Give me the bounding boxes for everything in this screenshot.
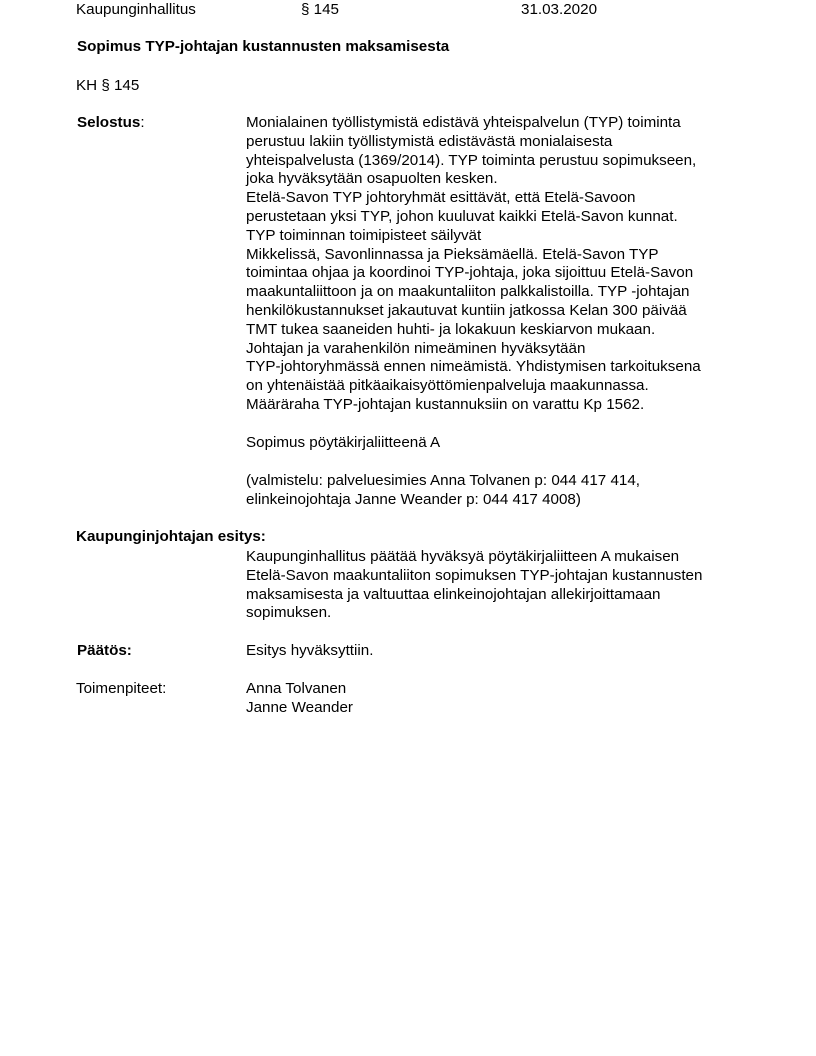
preparation-line: (valmistelu: palveluesimies Anna Tolvanen p: 044 417 414, bbox=[246, 472, 640, 489]
proposal-line: maksamisesta ja valtuuttaa elinkeinojohtajan allekirjoittamaan bbox=[246, 585, 661, 603]
selostus-line: TMT tukea saaneiden huhti- ja lokakuun keskiarvon mukaan. bbox=[246, 320, 656, 338]
attachment-note: Sopimus pöytäkirjaliitteenä A bbox=[246, 434, 441, 451]
decision-label: Päätös: bbox=[77, 642, 132, 659]
selostus-line: perustuu lakiin työllistymistä edistävästä monialaisesta bbox=[246, 132, 613, 150]
selostus-line: Monialainen työllistymistä edistävä yhteispalvelun (TYP) toiminta bbox=[246, 114, 681, 131]
selostus-label-colon: : bbox=[140, 114, 145, 131]
selostus-body bbox=[246, 114, 746, 415]
selostus-line: Mikkelissä, Savonlinnassa ja Pieksämäellä. Etelä-Savon TYP bbox=[246, 245, 659, 263]
selostus-line: on yhtenäistää pitkäaikaisyöttömienpalveluja maakunnassa. bbox=[246, 377, 649, 395]
kh-reference: KH § 145 bbox=[76, 77, 140, 94]
selostus-line: joka hyväksytään osapuolten kesken. bbox=[246, 170, 498, 188]
header-date: 31.03.2020 bbox=[521, 1, 598, 18]
proposal-line: sopimuksen. bbox=[246, 604, 332, 622]
action-person: Anna Tolvanen bbox=[246, 680, 347, 697]
proposal-body bbox=[246, 548, 746, 623]
preparation-info bbox=[246, 472, 746, 510]
selostus-line: perustetaan yksi TYP, johon kuuluvat kaikki Etelä-Savon kunnat. bbox=[246, 207, 678, 225]
preparation-line: elinkeinojohtaja Janne Weander p: 044 417 4008) bbox=[246, 490, 581, 508]
selostus-label bbox=[77, 114, 145, 133]
selostus-line: Määräraha TYP-johtajan kustannuksiin on varattu Kp 1562. bbox=[246, 395, 645, 413]
selostus-line: maakuntaliittoon ja on maakuntaliiton palkkalistoilla. TYP -johtajan bbox=[246, 283, 690, 301]
document-title: Sopimus TYP-johtajan kustannusten maksamisesta bbox=[77, 38, 450, 55]
header-section-number: § 145 bbox=[301, 1, 340, 18]
selostus-line: henkilökustannukset jakautuvat kuntiin jatkossa Kelan 300 päivää bbox=[246, 301, 687, 319]
selostus-line: Johtajan ja varahenkilön nimeäminen hyväksytään bbox=[246, 339, 586, 357]
action-person: Janne Weander bbox=[246, 698, 353, 716]
selostus-line: Etelä-Savon TYP johtoryhmät esittävät, että Etelä-Savoon bbox=[246, 189, 636, 207]
decision-text: Esitys hyväksyttiin. bbox=[246, 642, 374, 659]
selostus-label-text: Selostus bbox=[77, 114, 141, 131]
proposal-label: Kaupunginjohtajan esitys: bbox=[76, 528, 266, 545]
selostus-line: yhteispalvelusta (1369/2014). TYP toiminta perustuu sopimukseen, bbox=[246, 151, 697, 169]
actions-names bbox=[246, 680, 746, 718]
selostus-line: toimintaa ohjaa ja koordinoi TYP-johtaja, joka sijoittuu Etelä-Savon bbox=[246, 264, 694, 282]
proposal-line: Kaupunginhallitus päätää hyväksyä pöytäkirjaliitteen A mukaisen bbox=[246, 548, 680, 565]
proposal-line: Etelä-Savon maakuntaliiton sopimuksen TYP-johtajan kustannusten bbox=[246, 566, 703, 584]
selostus-line: TYP toiminnan toimipisteet säilyvät bbox=[246, 226, 482, 244]
header-body-name: Kaupunginhallitus bbox=[76, 1, 196, 18]
actions-label: Toimenpiteet: bbox=[76, 680, 167, 697]
selostus-line: TYP-johtoryhmässä ennen nimeämistä. Yhdistymisen tarkoituksena bbox=[246, 358, 701, 376]
